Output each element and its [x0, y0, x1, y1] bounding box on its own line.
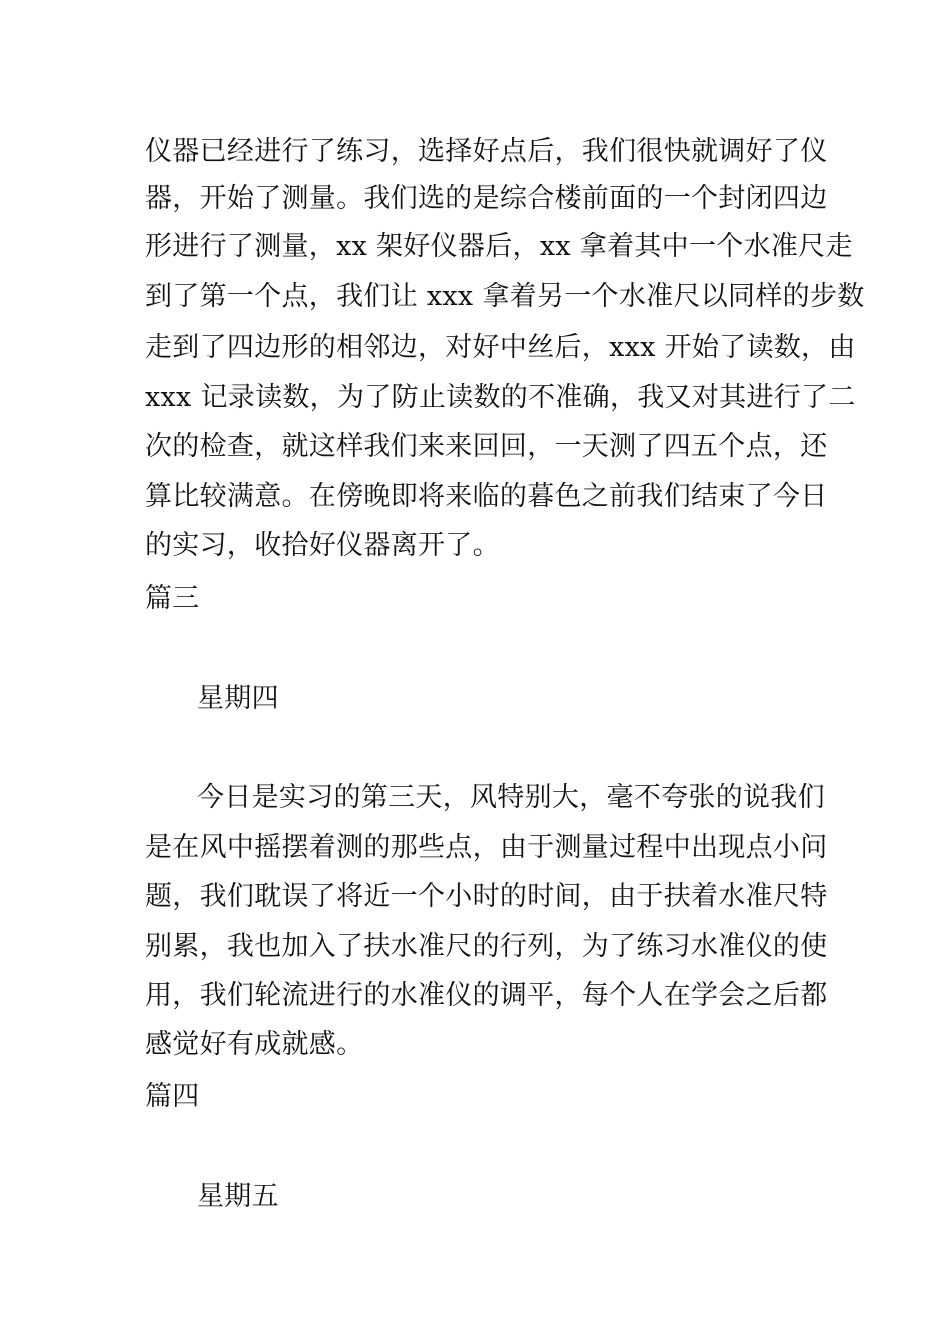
paragraph-line: 题，我们耽误了将近一个小时的时间，由于扶着水准尺特 — [145, 881, 828, 912]
day-heading: 星期四 — [197, 683, 279, 714]
paragraph-line: 走到了四边形的相邻边，对好中丝后，xxx 开始了读数，由 — [145, 332, 856, 363]
paragraph-line: 今日是实习的第三天，风特别大，毫不夸张的说我们 — [197, 782, 825, 813]
paragraph-line: 仪器已经进行了练习，选择好点后，我们很快就调好了仪 — [145, 136, 828, 167]
section-heading: 篇三 — [145, 583, 200, 614]
paragraph-line: 感觉好有成就感。 — [145, 1029, 364, 1060]
paragraph-line: 器，开始了测量。我们选的是综合楼前面的一个封闭四边 — [145, 183, 828, 214]
paragraph-line: xxx 记录读数，为了防止读数的不准确，我又对其进行了二 — [145, 382, 856, 413]
section-heading: 篇四 — [145, 1081, 200, 1112]
paragraph-line: 算比较满意。在傍晚即将来临的暮色之前我们结束了今日 — [145, 481, 828, 512]
paragraph-line: 别累，我也加入了扶水准尺的行列，为了练习水准仪的使 — [145, 931, 828, 962]
paragraph-line: 次的检查，就这样我们来来回回，一天测了四五个点，还 — [145, 431, 828, 462]
paragraph-line: 用，我们轮流进行的水准仪的调平，每个人在学会之后都 — [145, 980, 828, 1011]
paragraph-line: 形进行了测量，xx 架好仪器后，xx 拿着其中一个水准尺走 — [145, 231, 853, 262]
paragraph-line: 的实习，收拾好仪器离开了。 — [145, 530, 500, 561]
day-heading: 星期五 — [197, 1181, 279, 1212]
paragraph-line: 到了第一个点，我们让 xxx 拿着另一个水准尺以同样的步数 — [145, 281, 865, 312]
paragraph-line: 是在风中摇摆着测的那些点，由于测量过程中出现点小问 — [145, 832, 828, 863]
